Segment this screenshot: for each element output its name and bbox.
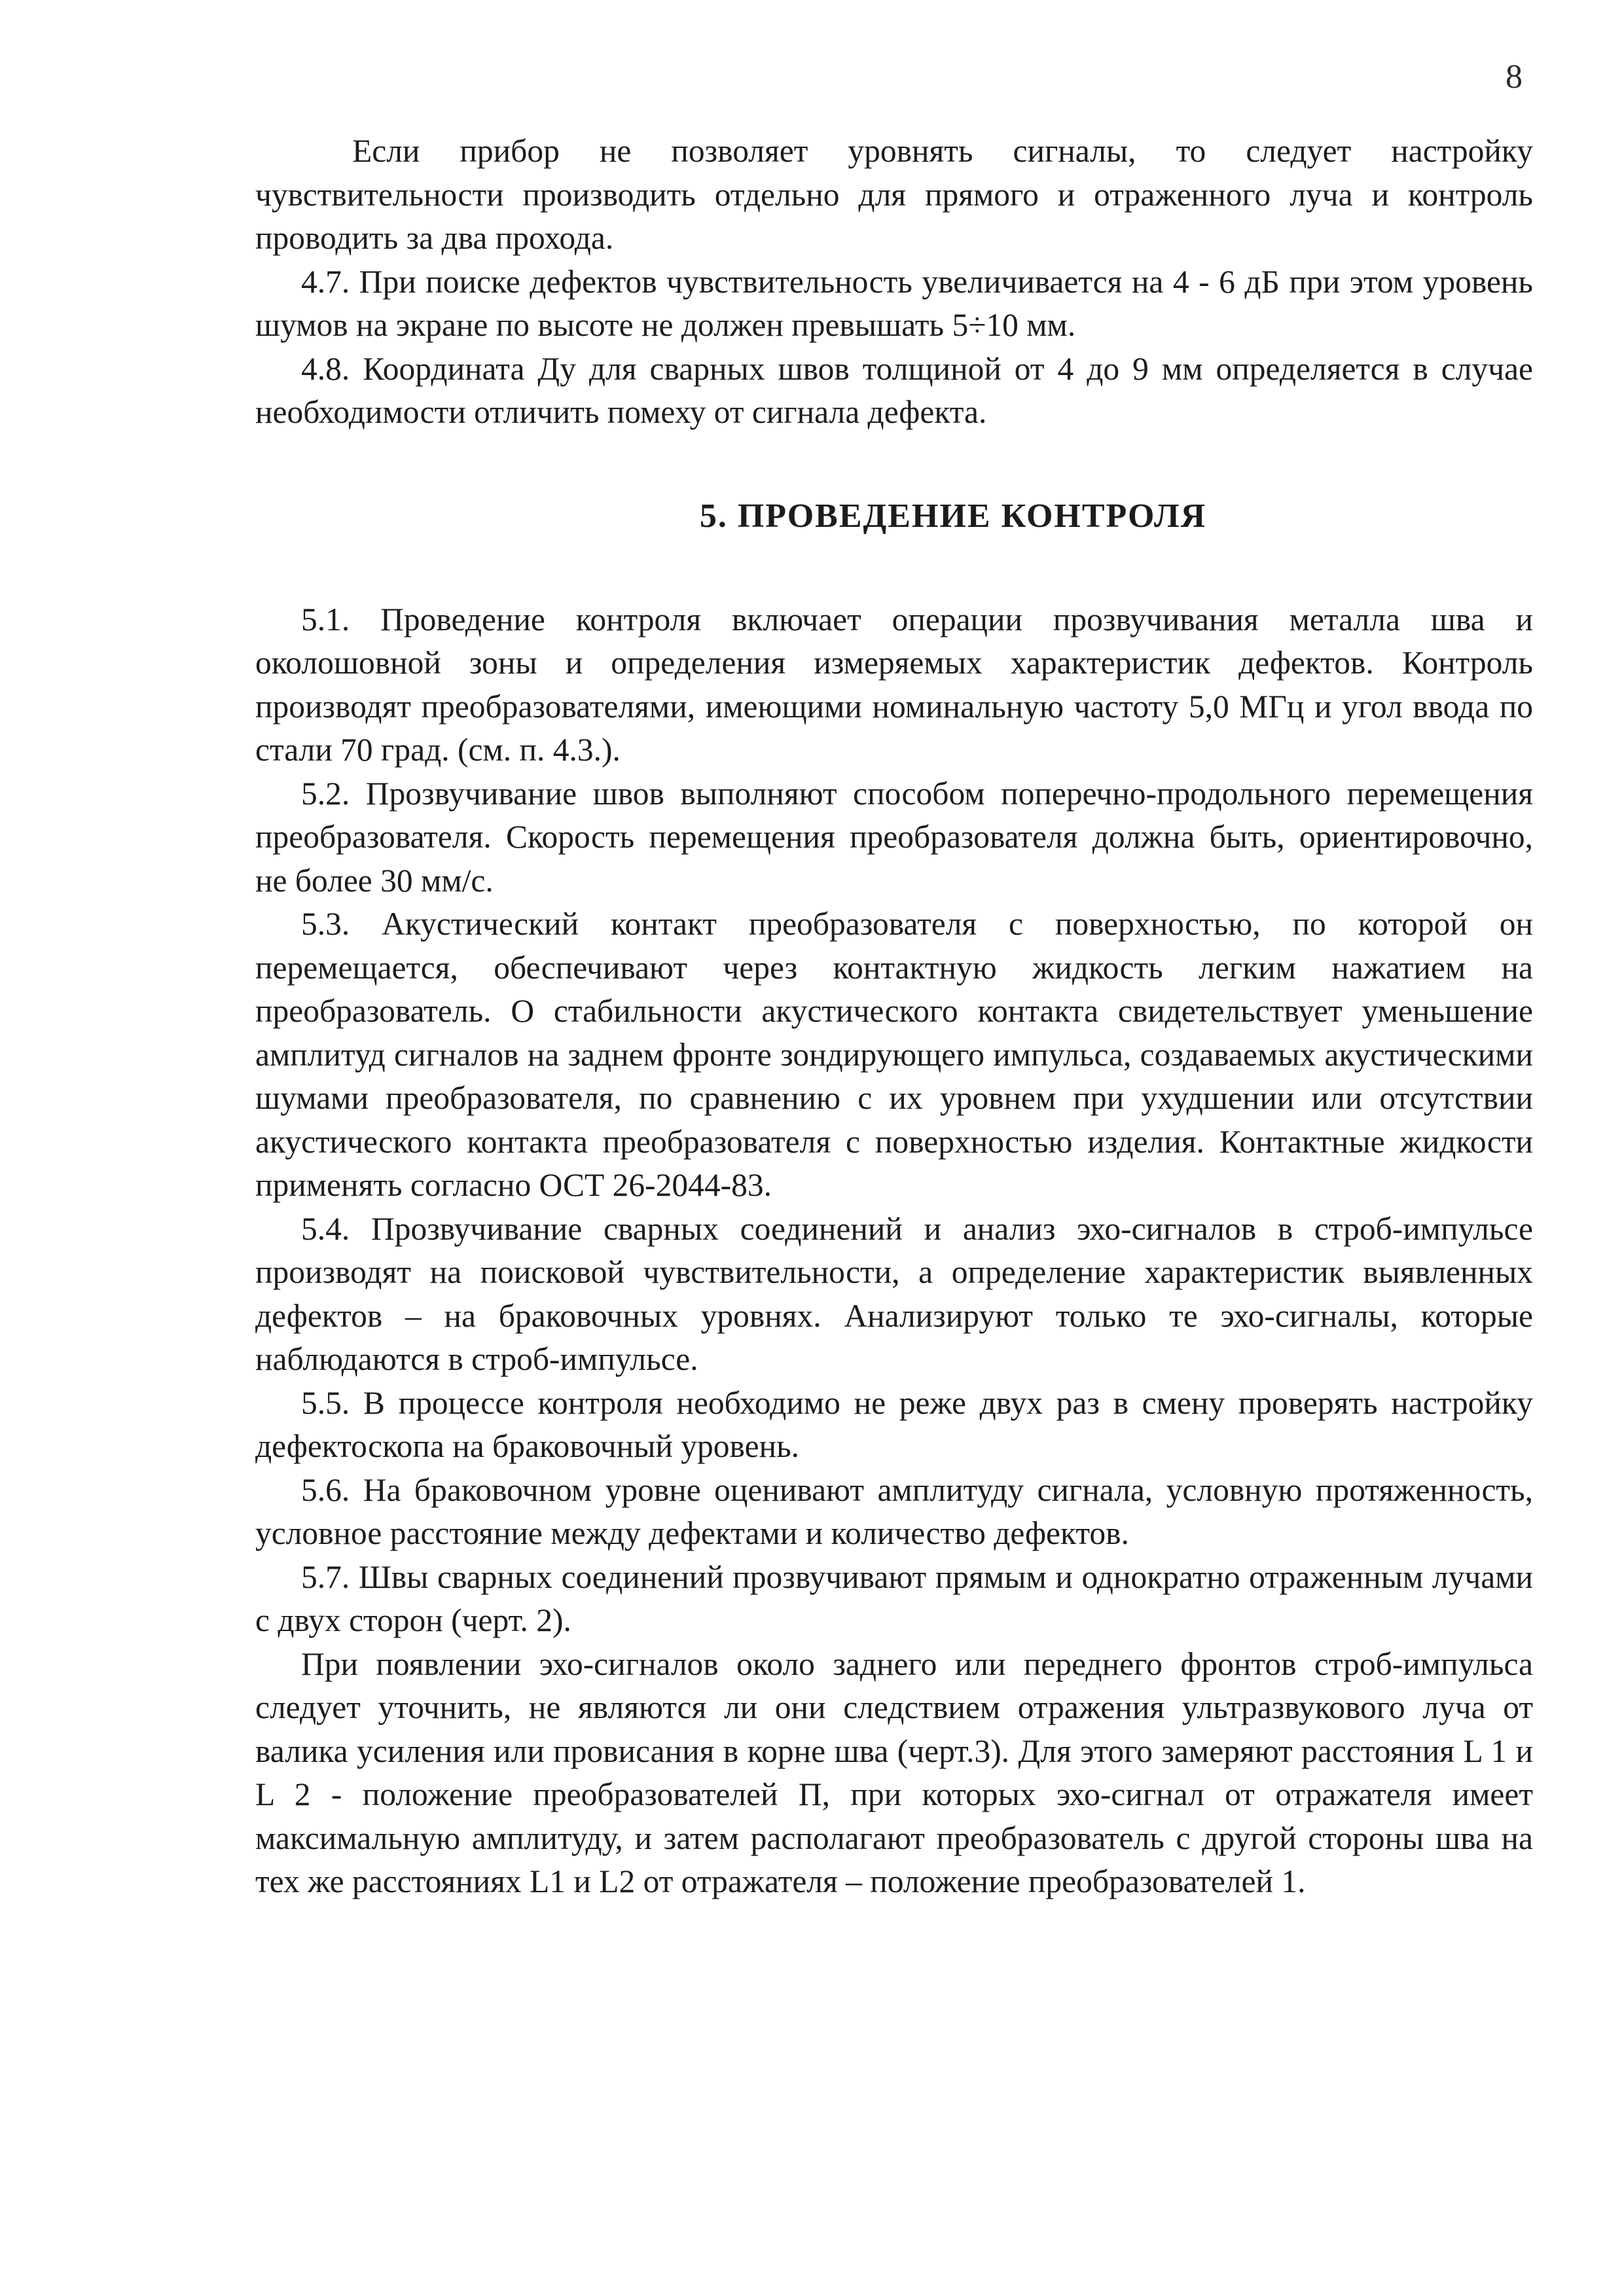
paragraph-4-8: 4.8. Координата Ду для сварных швов толщиной от 4 до 9 мм определяется в случае необходимости отличить помеху от сигнала дефекта. xyxy=(255,350,1533,430)
paragraph-4-7: 4.7. При поиске дефектов чувствительность увеличивается на 4 - 6 дБ при этом уровень шумов на экране по высоте не должен превышать 5÷10 мм. xyxy=(255,263,1533,343)
paragraph-echo-signals: При появлении эхо-сигналов около заднего или переднего фронтов строб-импульса следует уточнить, не являются ли они следствием отражения ультразвукового луча от валика усиления или провисания в корне шва (черт.3). Для этого замеряют расстояния L 1 и L 2 - положение преобразователей П, при которых эхо-сигнал от отражателя имеет максимальную амплитуду, и затем располагают преобразователь с другой стороны шва на тех же расстояниях L1 и L2 от отражателя – положение преобразователей 1. xyxy=(255,1645,1533,1899)
paragraph-5-2: 5.2. Прозвучивание швов выполняют способом поперечно-продольного перемещения преобразователя. Скорость перемещения преобразователя должна быть, ориентировочно, не более 30 мм/с. xyxy=(255,775,1533,899)
paragraph-5-3: 5.3. Акустический контакт преобразователя с поверхностью, по которой он перемещается, обеспечивают через контактную жидкость легким нажатием на преобразователь. О стабильности акустического контакта свидетельствует уменьшение амплитуд сигналов на заднем фронте зондирующего импульса, создаваемых акустическими шумами преобразователя, по сравнению с их уровнем при ухудшении или отсутствии акустического контакта преобразователя с поверхностью изделия. Контактные жидкости применять согласно ОСТ 26-2044-83. xyxy=(255,906,1533,1203)
paragraph-5-1: 5.1. Проведение контроля включает операции прозвучивания металла шва и околошовной зоны и определения измеряемых характеристик дефектов. Контроль производят преобразователями, имеющими номинальную частоту 5,0 МГц и угол ввода по стали 70 град. (см. п. 4.3.). xyxy=(255,601,1533,768)
paragraph-5-4: 5.4. Прозвучивание сварных соединений и анализ эхо-сигналов в строб-импульсе производят на поисковой чувствительности, а определение характеристик выявленных дефектов – на браковочных уровнях. Анализируют только те эхо-сигналы, которые наблюдаются в строб-импульсе. xyxy=(255,1210,1533,1377)
paragraph-5-5: 5.5. В процессе контроля необходимо не реже двух раз в смену проверять настройку дефектоскопа на браковочный уровень. xyxy=(255,1384,1533,1464)
page-content xyxy=(255,130,1533,1904)
page-number: 8 xyxy=(1506,58,1523,96)
paragraph-5-6: 5.6. На браковочном уровне оценивают амплитуду сигнала, условную протяженность, условное расстояние между дефектами и количество дефектов. xyxy=(255,1471,1533,1551)
paragraph-intro: Если прибор не позволяет уровнять сигналы, то следует настройку чувствительности производить отдельно для прямого и отраженного луча и контроль проводить за два прохода. xyxy=(255,133,1533,256)
section-heading: 5. ПРОВЕДЕНИЕ КОНТРОЛЯ xyxy=(699,497,1207,535)
paragraph-5-7: 5.7. Швы сварных соединений прозвучивают прямым и однократно отраженным лучами с двух сторон (черт. 2). xyxy=(255,1558,1533,1638)
